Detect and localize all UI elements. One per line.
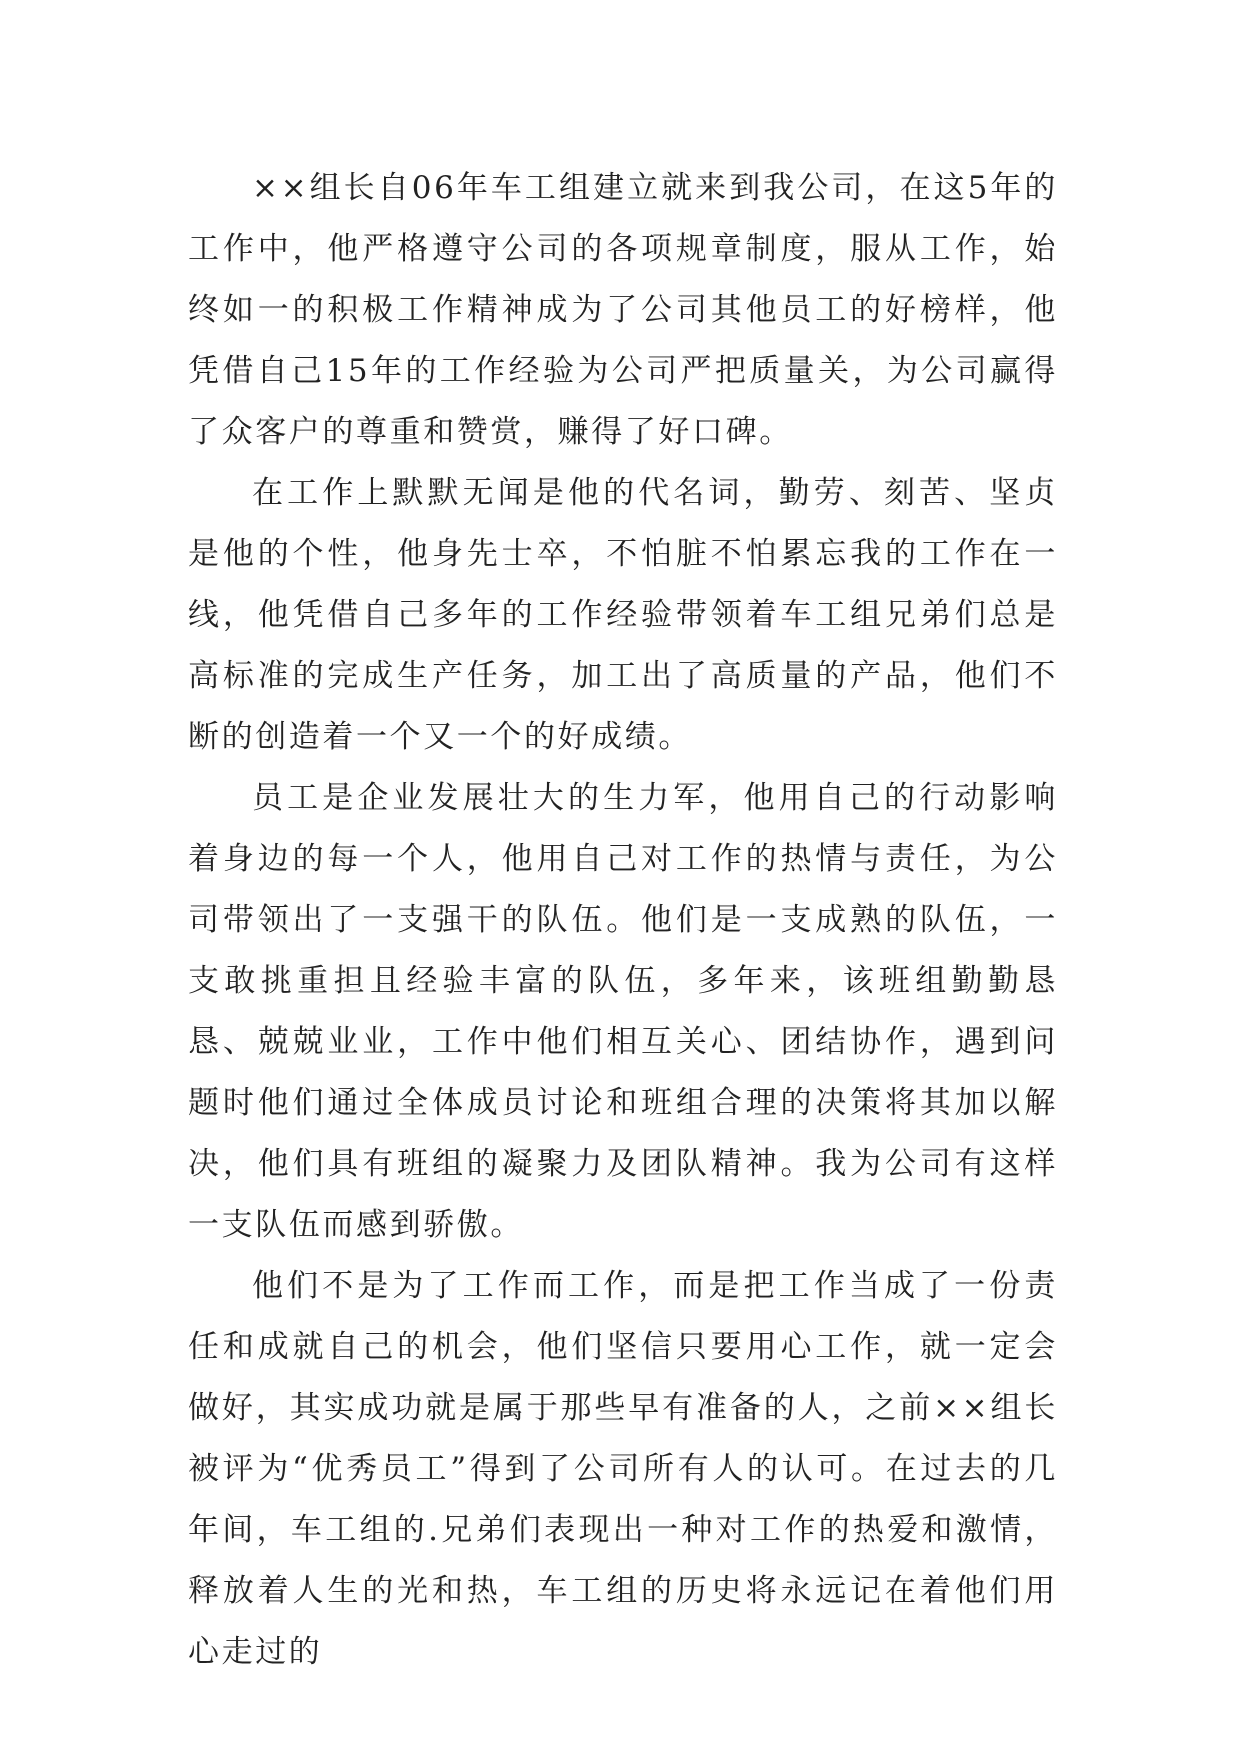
paragraph-1: ××组长自06年车工组建立就来到我公司，在这5年的工作中，他严格遵守公司的各项规章制度，服从工作，始终如一的积极工作精神成为了公司其他员工的好榜样，他凭借自己15年的工作经验为公司严把质量关，为公司赢得了众客户的尊重和赞赏，赚得了好口碑。 xyxy=(188,170,1058,450)
paragraph-2: 在工作上默默无闻是他的代名词，勤劳、刻苦、坚贞是他的个性，他身先士卒，不怕脏不怕累忘我的工作在一线，他凭借自己多年的工作经验带领着车工组兄弟们总是高标准的完成生产任务，加工出了高质量的产品，他们不断的创造着一个又一个的好成绩。 xyxy=(188,475,1058,755)
paragraph-4: 他们不是为了工作而工作，而是把工作当成了一份责任和成就自己的机会，他们坚信只要用心工作，就一定会做好，其实成功就是属于那些早有准备的人，之前××组长被评为“优秀员工”得到了公司所有人的认可。在过去的几年间，车工组的.兄弟们表现出一种对工作的热爱和激情，释放着人生的光和热，车工组的历史将永远记在着他们用心走过的 xyxy=(188,1268,1058,1670)
document-body xyxy=(188,158,1058,1683)
paragraph-3: 员工是企业发展壮大的生力军，他用自己的行动影响着身边的每一个人，他用自己对工作的热情与责任，为公司带领出了一支强干的队伍。他们是一支成熟的队伍，一支敢挑重担且经验丰富的队伍，多年来，该班组勤勤恳恳、兢兢业业，工作中他们相互关心、团结协作，遇到问题时他们通过全体成员讨论和班组合理的决策将其加以解决，他们具有班组的凝聚力及团队精神。我为公司有这样一支队伍而感到骄傲。 xyxy=(188,780,1058,1243)
